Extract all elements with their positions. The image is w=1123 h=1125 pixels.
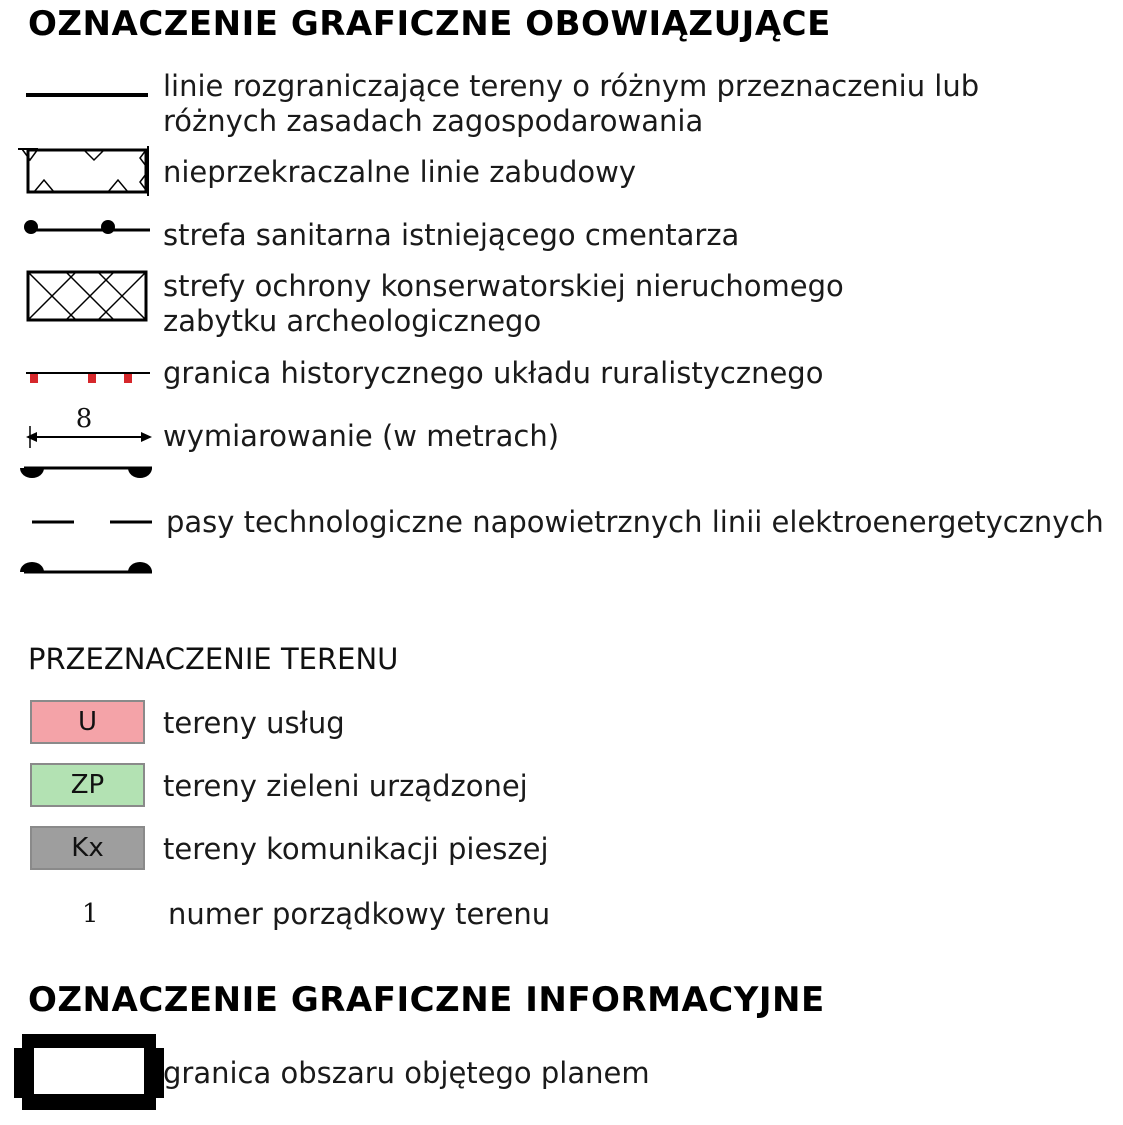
power-line-belt-icon xyxy=(18,460,158,580)
land-use-label-kx: tereny komunikacji pieszej xyxy=(163,832,549,866)
dimension-value: 8 xyxy=(75,404,93,434)
land-number-symbol: 1 xyxy=(82,899,99,929)
land-number-label: numer porządkowy terenu xyxy=(168,897,551,931)
section-binding-title: OZNACZENIE GRAFICZNE OBOWIĄZUJĄCE xyxy=(28,4,831,44)
legend-label-cemetery-zone: strefa sanitarna istniejącego cmentarza xyxy=(163,218,740,252)
legend-label-archaeology-zone: strefy ochrony konserwatorskiej nieruchomego zabytku archeologicznego xyxy=(163,269,844,338)
land-use-label-u: tereny usług xyxy=(163,706,345,740)
legend-label-plan-boundary: granica obszaru objętego planem xyxy=(163,1056,650,1090)
land-use-title: PRZEZNACZENIE TERENU xyxy=(28,642,399,676)
building-line-icon xyxy=(16,144,152,200)
section-info-title: OZNACZENIE GRAFICZNE INFORMACYJNE xyxy=(28,980,825,1020)
plan-boundary-icon xyxy=(12,1032,164,1112)
land-use-label-zp: tereny zieleni urządzonej xyxy=(163,769,528,803)
legend-label-dimension: wymiarowanie (w metrach) xyxy=(163,419,560,453)
land-use-swatch-zp: ZP xyxy=(30,763,145,807)
legend-label-power-line-belt: pasy technologiczne napowietrznych linii elektroenergetycznych xyxy=(166,505,1104,539)
boundary-line-icon xyxy=(24,88,150,102)
land-use-swatch-u: U xyxy=(30,700,145,744)
cemetery-zone-icon xyxy=(18,218,152,242)
land-use-swatch-kx: Kx xyxy=(30,826,145,870)
rural-layout-boundary-icon xyxy=(24,366,152,386)
legend-label-boundary-line: linie rozgraniczające tereny o różnym przeznaczeniu lub różnych zasadach zagospodarowania xyxy=(163,69,980,138)
archaeology-zone-icon xyxy=(26,270,150,324)
legend-label-rural-layout: granica historycznego układu ruralistycznego xyxy=(163,356,824,390)
legend-label-building-line: nieprzekraczalne linie zabudowy xyxy=(163,155,637,189)
